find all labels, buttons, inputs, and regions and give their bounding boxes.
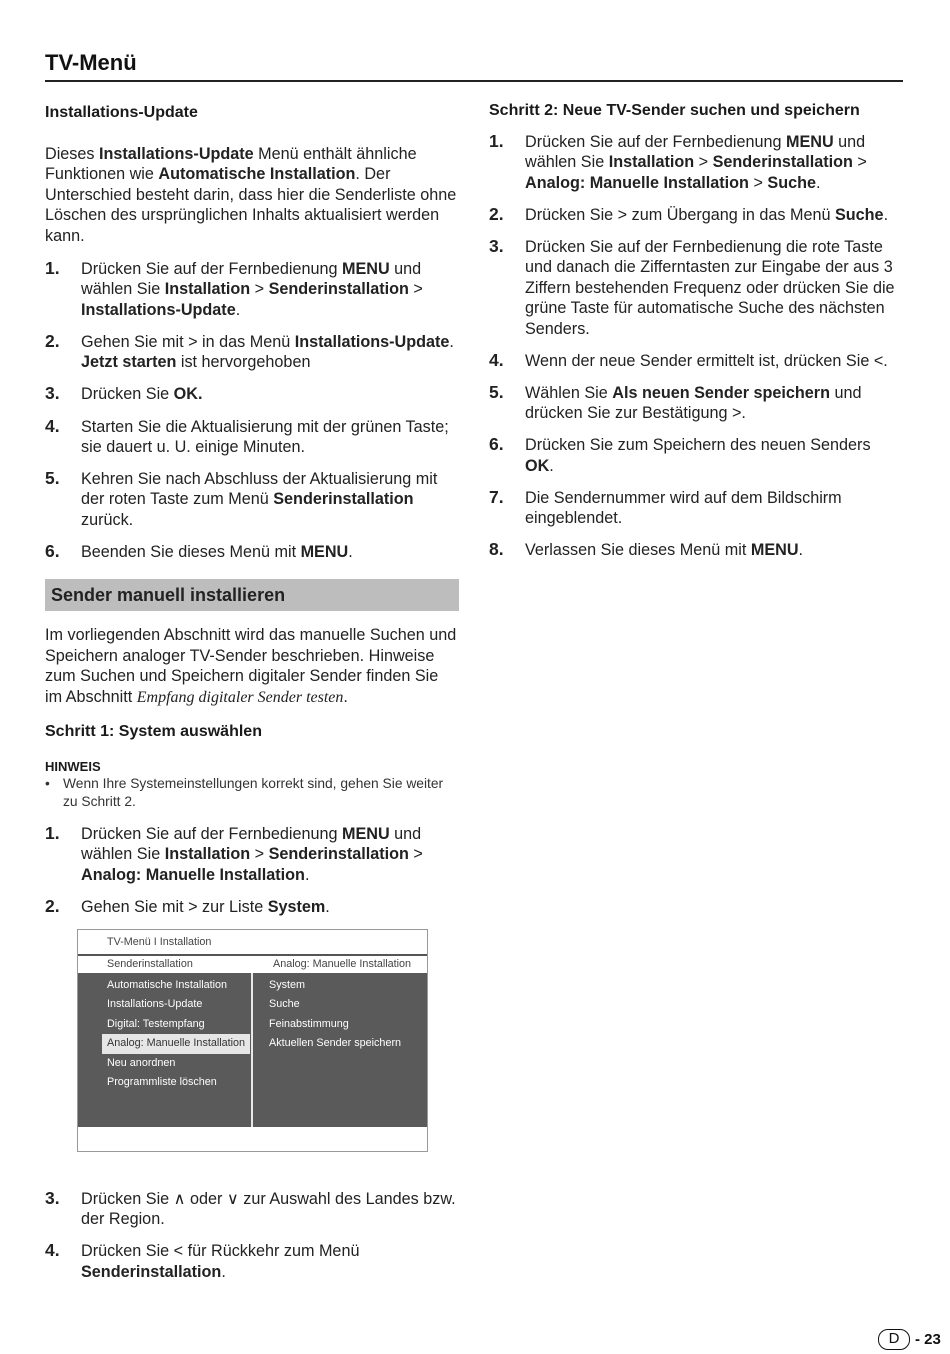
text-run: Beenden Sie dieses Menü mit — [81, 542, 301, 561]
page-title: TV-Menü — [45, 50, 137, 75]
page-letter-badge: D — [878, 1329, 910, 1350]
text-run: Starten Sie die Aktualisierung mit der grünen Taste; sie dauert u. U. einige Minuten. — [81, 417, 449, 456]
text-run: Automatische Installation — [158, 165, 356, 184]
menu-item: Programmliste löschen — [107, 1076, 217, 1089]
text-run: MENU — [300, 542, 349, 561]
text-run: > — [250, 280, 269, 299]
text-run: Als neuen Sender speichern — [612, 383, 830, 402]
list-item — [489, 205, 903, 225]
text-run: Senderinstallation — [81, 1262, 222, 1281]
menu-item: Analog: Manuelle Installation — [102, 1034, 250, 1054]
text-run: und wählen Sie — [81, 260, 422, 299]
text-run: Drücken Sie > zum Übergang in das Menü — [525, 205, 835, 224]
text-run: . — [304, 865, 310, 884]
step-number: 4. — [45, 415, 60, 436]
list-item — [45, 824, 459, 885]
text-run: Installations-Update — [98, 145, 254, 163]
text-run: Senderinstallation — [268, 280, 409, 299]
text-run: ist hervorgehoben — [176, 353, 311, 372]
text-run: Kehren Sie nach Abschluss der Aktualisierung mit der roten Taste zum Menü — [81, 470, 438, 509]
menu-item: Installations-Update — [107, 998, 203, 1011]
text-run: Installation — [164, 845, 251, 864]
text-run: Senderinstallation — [268, 845, 409, 864]
menu-divider — [251, 973, 253, 1127]
installations-update-heading: Installations-Update — [45, 104, 198, 121]
menu-header-right: Analog: Manuelle Installation — [273, 957, 412, 970]
text-run: System — [267, 897, 326, 916]
text-run: MENU — [750, 541, 799, 560]
text-run: Installations-Update — [294, 332, 450, 351]
step-number: 1. — [45, 258, 60, 279]
text-run: . — [816, 173, 821, 192]
list-item — [489, 383, 903, 424]
text-run: > — [408, 280, 423, 299]
text-run: Drücken Sie auf der Fernbedienung — [81, 260, 342, 279]
text-run: . — [449, 332, 454, 351]
text-run: Suche — [767, 173, 816, 192]
step-number: 6. — [489, 434, 504, 455]
step-number: 1. — [45, 822, 60, 843]
text-run: Empfang digitaler Sender testen — [136, 688, 344, 706]
text-run: . — [343, 687, 348, 706]
step-number: 2. — [45, 330, 60, 351]
menu-item: Aktuellen Sender speichern — [269, 1037, 402, 1050]
text-run: Wählen Sie — [525, 383, 613, 402]
schritt2-steps — [489, 132, 903, 561]
text-run: Installations-Update — [81, 300, 236, 319]
schritt1-heading: Schritt 1: System auswählen — [45, 722, 262, 740]
text-run: . — [798, 541, 804, 560]
sender-manuell-heading: Sender manuell installieren — [45, 579, 459, 611]
note-item — [45, 775, 459, 811]
menu-right-list — [264, 976, 424, 1054]
note-text: Wenn Ihre Systemeinstellungen korrekt sind, gehen Sie weiter zu Schritt 2. — [63, 775, 444, 809]
text-run: und drücken Sie zur Bestätigung >. — [525, 383, 862, 423]
text-run: > — [694, 153, 713, 172]
text-run: Analog: Manuelle Installation — [81, 865, 305, 884]
installations-update-intro — [45, 144, 459, 246]
text-run: MENU — [341, 824, 390, 843]
text-run: und wählen Sie — [525, 133, 866, 172]
list-item — [489, 237, 903, 339]
menu-item: System — [269, 978, 305, 991]
list-item — [489, 132, 903, 193]
list-item — [45, 897, 459, 917]
list-item — [45, 417, 459, 458]
text-run: Wenn der neue Sender ermittelt ist, drücken Sie <. — [525, 351, 888, 370]
menu-path: TV-Menü I Installation — [107, 935, 212, 948]
text-run: > — [748, 173, 768, 192]
installations-update-steps — [45, 259, 459, 562]
list-item — [489, 351, 903, 371]
menu-item: Automatische Installation — [107, 978, 228, 991]
text-run: . — [325, 897, 330, 916]
list-item — [45, 1189, 459, 1230]
text-run: OK. — [173, 385, 203, 404]
note-title: HINWEIS — [45, 758, 101, 774]
sender-manuell-intro — [45, 625, 459, 708]
step-number: 2. — [489, 203, 504, 224]
text-run: MENU — [785, 133, 834, 151]
text-run: Suche — [834, 205, 884, 224]
list-item — [45, 332, 459, 373]
schritt1-steps-a — [45, 824, 459, 917]
text-run: Gehen Sie mit > zur Liste — [81, 897, 268, 916]
menu-panel — [78, 973, 427, 1127]
menu-item: Digital: Testempfang — [107, 1017, 205, 1030]
list-item — [489, 435, 903, 476]
text-run: Jetzt starten — [81, 353, 177, 372]
menu-item: Suche — [269, 998, 300, 1011]
text-run: Drücken Sie — [81, 385, 174, 404]
text-run: Drücken Sie auf der Fernbedienung — [81, 824, 342, 843]
text-run: Im vorliegenden Abschnitt wird das manuelle Suchen und Speichern analoger TV-Sender beschrieben. Hinweise zum Suchen und Speichern digitaler Sender finden Sie im Abschnitt — [45, 626, 457, 706]
menu-header-left: Senderinstallation — [107, 957, 193, 970]
step-number: 8. — [489, 539, 504, 560]
list-item — [489, 488, 903, 529]
list-item — [45, 469, 459, 530]
text-run: Drücken Sie auf der Fernbedienung die rote Taste und danach die Zifferntasten zur Eingabe der aus 3 Ziffern bestehenden Frequenz oder drücken Sie die grüne Taste für automatische Suche des nächsten Senders. — [525, 238, 895, 338]
step-number: 5. — [489, 381, 504, 402]
text-run: Dieses — [45, 145, 99, 163]
text-run: Drücken Sie auf der Fernbedienung — [525, 133, 786, 151]
text-run: OK — [525, 456, 550, 475]
page-number — [878, 1328, 941, 1350]
title-rule — [45, 80, 903, 82]
schritt2-heading: Schritt 2: Neue TV-Sender suchen und speichern — [489, 102, 860, 119]
text-run: Drücken Sie ∧ oder ∨ zur Auswahl des Landes bzw. der Region. — [81, 1189, 456, 1229]
step-number: 7. — [489, 486, 504, 507]
left-column — [45, 100, 459, 1294]
text-run: Drücken Sie zum Speichern des neuen Senders — [525, 436, 871, 455]
step-number: 3. — [489, 236, 504, 256]
text-run: . Der Unterschied besteht darin, dass hier die Senderliste ohne Löschen des ursprünglichen Inhalts aktualisiert werden kann. — [45, 165, 457, 245]
step-number: 3. — [45, 1187, 60, 1208]
text-run: Senderinstallation — [712, 153, 853, 172]
step-number: 1. — [489, 131, 504, 151]
text-run: Analog: Manuelle Installation — [525, 173, 749, 192]
text-run: Menü enthält ähnliche Funktionen wie — [45, 145, 417, 184]
text-run: Installation — [608, 153, 695, 172]
text-run: und wählen Sie — [81, 824, 422, 864]
note-bullet: • — [45, 775, 50, 791]
text-run: Senderinstallation — [273, 490, 414, 509]
step-number: 4. — [489, 349, 504, 370]
page-number-text: - 23 — [915, 1330, 941, 1348]
text-run: Verlassen Sie dieses Menü mit — [525, 541, 751, 560]
text-run: Gehen Sie mit > in das Menü — [81, 332, 295, 351]
text-run: > — [852, 153, 867, 172]
step-number: 2. — [45, 895, 60, 916]
menu-header-rule — [78, 954, 427, 956]
list-item — [489, 540, 903, 560]
right-column — [489, 100, 903, 572]
text-run: MENU — [341, 260, 390, 279]
text-run: Die Sendernummer wird auf dem Bildschirm eingeblendet. — [525, 488, 842, 528]
list-item — [45, 1241, 459, 1282]
step-number: 3. — [45, 383, 60, 404]
text-run: . — [883, 205, 889, 224]
text-run: . — [235, 300, 241, 319]
schritt1-steps-b — [45, 1189, 459, 1282]
list-item — [45, 259, 459, 320]
menu-screenshot — [77, 929, 428, 1152]
text-run: . — [221, 1262, 226, 1281]
menu-item: Feinabstimmung — [269, 1017, 349, 1030]
menu-left-list — [102, 976, 250, 1093]
step-number: 4. — [45, 1240, 60, 1261]
text-run: zurück. — [81, 510, 134, 529]
text-run: Drücken Sie < für Rückkehr zum Menü — [81, 1242, 360, 1261]
text-run: . — [549, 456, 554, 475]
menu-item: Neu anordnen — [107, 1056, 176, 1069]
text-run: > — [250, 845, 269, 864]
text-run: . — [348, 542, 353, 561]
text-run: Installation — [164, 280, 251, 299]
list-item — [45, 542, 459, 562]
step-number: 6. — [45, 540, 60, 561]
list-item — [45, 384, 459, 404]
step-number: 5. — [45, 468, 60, 489]
text-run: > — [408, 845, 423, 864]
